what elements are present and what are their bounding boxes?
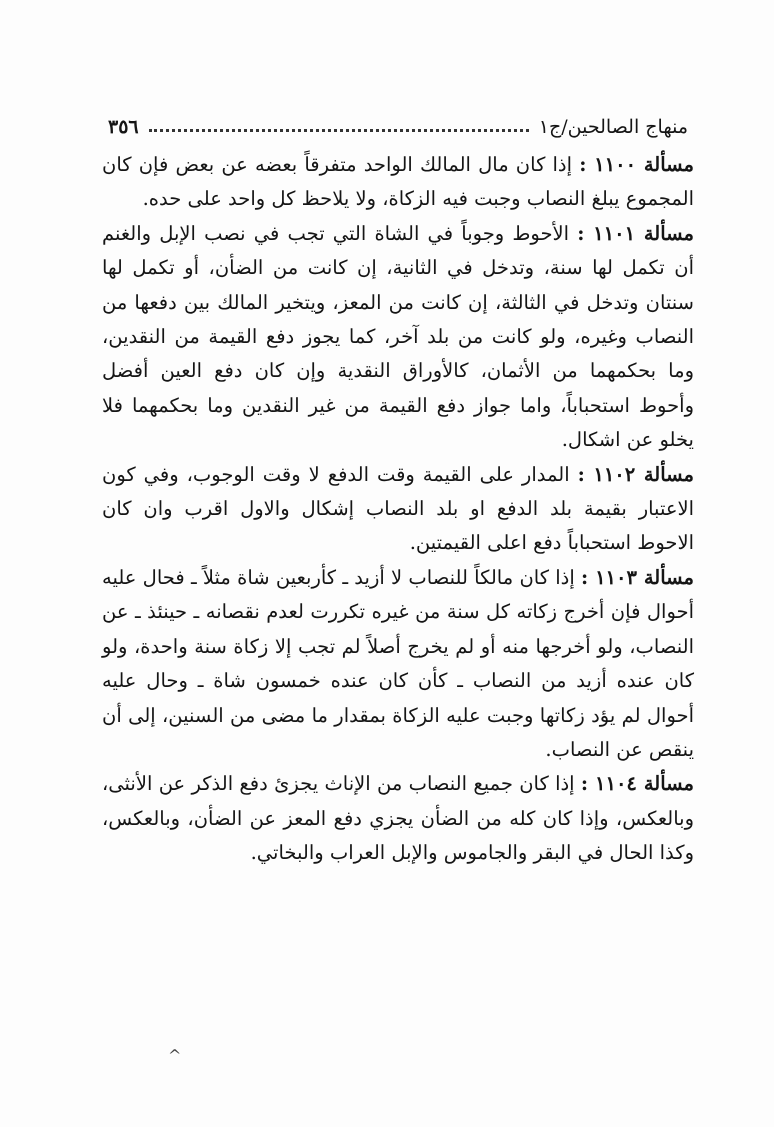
masala-label: مسألة ١١٠٤ : [580, 772, 694, 796]
masala-text: إذا كان مال المالك الواحد متفرقاً بعضه عن بعض فإن كان المجموع يبلغ النصاب وجبت فيه الزكاة، ولا يلاحظ كل واحد على حده. [102, 153, 694, 211]
masala-1102 [102, 458, 694, 561]
masala-1103 [102, 561, 694, 767]
masala-text: إذا كان مالكاً للنصاب لا أزيد ـ كأربعين شاة مثلاً ـ فحال عليه أحوال فإن أخرج زكاته كل سنة من غيره تكررت لعدم نقصانه ـ حينئذ ـ عن النصاب، ولو أخرجها منه أو لم يخرج أصلاً لم تجب إلا زكاة سنة واحدة، ولو كان عنده أزيد من النصاب ـ كأن كان عنده خمسون شاة ـ وحال عليه أحوال لم يؤد زكاتها وجبت عليه الزكاة بمقدار ما مضى من السنين، إلى أن ينقص عن النصاب. [102, 565, 694, 761]
masala-label: مسألة ١١٠٢ : [577, 462, 694, 486]
dotted-leader [149, 123, 529, 132]
masala-label: مسألة ١١٠٣ : [581, 565, 695, 589]
masala-label: مسألة ١١٠٠ : [579, 153, 695, 176]
masala-text: الأحوط وجوباً في الشاة التي تجب في نصب الإبل والغنم أن تكمل لها سنة، وتدخل في الثانية، إن كانت من الضأن، أو تكمل لها سنتان وتدخل في الثالثة، إن كانت من المعز، ويتخير المالك بين دفعها من النصاب وغيره، ولو كانت من بلد آخر، كما يجوز دفع القيمة من النقدين، وما بحكمهما من الأثمان، كالأوراق النقدية وإن كان دفع العين أفضل وأحوط استحباباً، واما جواز دفع القيمة من غير النقدين وما بحكمهما فلا يخلو عن اشكال. [102, 221, 694, 452]
running-header [108, 110, 688, 144]
masala-text: المدار على القيمة وقت الدفع لا وقت الوجوب، وفي كون الاعتبار بقيمة بلد الدفع او بلد النصاب إشكال والاول اقرب وان كان الاحوط استحباباً دفع اعلى القيمتين. [102, 462, 694, 555]
masala-label: مسألة ١١٠١ : [577, 221, 695, 245]
masala-1101 [102, 217, 694, 458]
page-number: ٣٥٦ [108, 116, 139, 138]
masala-1104 [102, 767, 694, 870]
masala-1100 [102, 148, 694, 217]
masala-text: إذا كان جميع النصاب من الإناث يجزئ دفع الذكر عن الأنثى، وبالعكس، وإذا كان كله من الضأن يجزي دفع المعز عن الضأن، وبالعكس، وكذا الحال في البقر والجاموس والإبل العراب والبخاتي. [102, 772, 694, 865]
page-body [102, 148, 694, 871]
book-title: منهاج الصالحين/ج١ [538, 116, 688, 138]
footer-mark: ^ [168, 1046, 182, 1065]
